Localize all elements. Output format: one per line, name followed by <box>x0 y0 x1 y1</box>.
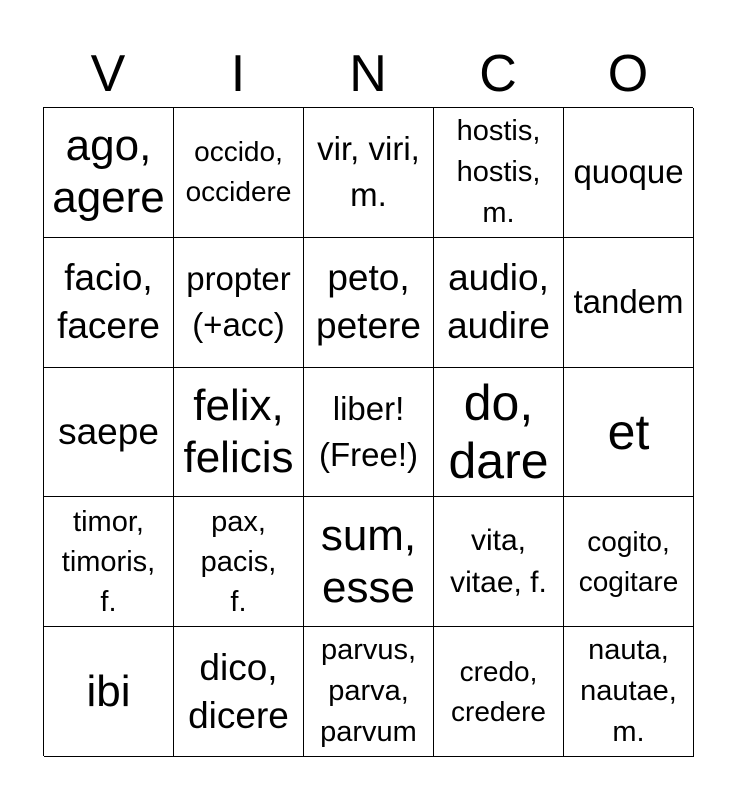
cell-text: et <box>607 403 650 460</box>
bingo-cell[interactable] <box>44 238 174 368</box>
cell-text: cogito, cogitare <box>578 525 679 597</box>
cell-text: quoque <box>573 153 684 191</box>
bingo-cell[interactable] <box>44 497 174 627</box>
bingo-cell[interactable] <box>174 497 304 627</box>
bingo-cell[interactable] <box>564 497 694 627</box>
bingo-cell[interactable] <box>174 108 304 238</box>
bingo-cell[interactable] <box>174 627 304 757</box>
bingo-cell[interactable] <box>304 238 434 368</box>
cell-text: sum, esse <box>320 510 417 612</box>
bingo-cell[interactable] <box>564 368 694 498</box>
cell-text: pax, pacis, f. <box>200 505 277 618</box>
cell-text: ibi <box>86 666 131 716</box>
header-letter-c: C <box>479 45 517 103</box>
cell-text: nauta, nautae, m. <box>580 634 677 749</box>
cell-text: vita, vitae, f. <box>450 523 547 599</box>
bingo-cell[interactable] <box>434 108 564 238</box>
bingo-cell[interactable] <box>304 368 434 498</box>
header-letter-o: O <box>607 45 649 103</box>
cell-text: facio, facere <box>57 257 160 347</box>
bingo-cell[interactable] <box>564 238 694 368</box>
bingo-cell[interactable] <box>44 627 174 757</box>
cell-text: peto, petere <box>316 257 421 347</box>
bingo-cell[interactable] <box>434 238 564 368</box>
cell-text: vir, viri, m. <box>317 130 420 214</box>
cell-text: tandem <box>573 283 684 321</box>
bingo-cell[interactable] <box>174 368 304 498</box>
header-letter-v: V <box>90 45 126 103</box>
cell-text: hostis, hostis, m. <box>456 114 541 229</box>
bingo-cell[interactable] <box>304 108 434 238</box>
bingo-cell[interactable] <box>304 627 434 757</box>
cell-text: saepe <box>58 410 159 452</box>
bingo-cell[interactable] <box>434 627 564 757</box>
bingo-grid <box>43 107 693 756</box>
cell-text: dico, dicere <box>188 646 289 736</box>
cell-text: audio, audire <box>447 257 550 347</box>
header-letter-n: N <box>349 45 387 103</box>
cell-text: do, dare <box>448 374 549 489</box>
bingo-cell[interactable] <box>174 238 304 368</box>
cell-text: parvus, parva, parvum <box>320 634 417 749</box>
cell-text: liber! (Free!) <box>319 389 418 473</box>
cell-text: timor, timoris, f. <box>61 505 156 618</box>
cell-text: felix, felicis <box>183 380 294 482</box>
cell-text: propter (+acc) <box>186 260 291 344</box>
cell-text: occido, occidere <box>185 136 292 208</box>
cell-text: credo, credere <box>451 655 546 727</box>
bingo-cell[interactable] <box>44 368 174 498</box>
cell-text: ago, agere <box>52 121 165 223</box>
bingo-cell[interactable] <box>434 368 564 498</box>
bingo-cell[interactable] <box>564 108 694 238</box>
header-letter-i: I <box>230 45 246 103</box>
bingo-cell[interactable] <box>304 497 434 627</box>
bingo-cell[interactable] <box>434 497 564 627</box>
bingo-header <box>43 44 693 104</box>
bingo-cell[interactable] <box>564 627 694 757</box>
bingo-cell[interactable] <box>44 108 174 238</box>
